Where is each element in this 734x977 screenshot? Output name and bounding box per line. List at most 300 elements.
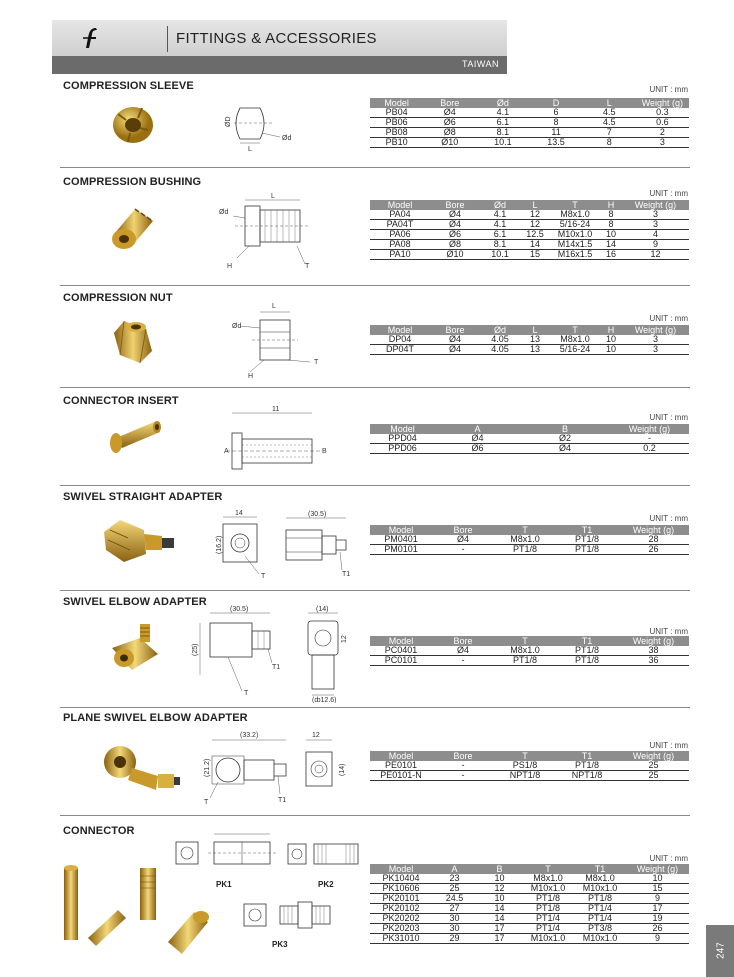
table-row	[370, 345, 689, 355]
spec-table-swivel-straight-adapter	[370, 525, 689, 555]
cell: 3	[622, 210, 689, 220]
cell: 8	[583, 138, 636, 148]
cell: 29	[432, 934, 477, 944]
connector-insert-drawing	[220, 403, 340, 473]
col-header: Weight (g)	[622, 325, 689, 335]
spec-table-compression-bushing	[370, 200, 689, 260]
cell: 9	[626, 894, 689, 904]
cell: PK20101	[370, 894, 432, 904]
cell: PK10404	[370, 874, 432, 884]
cell: DP04T	[370, 345, 430, 355]
banner-divider	[167, 26, 168, 52]
col-header: T	[494, 751, 556, 761]
section-divider	[60, 485, 690, 486]
table-row	[370, 771, 689, 781]
cell: 38	[618, 646, 689, 656]
cell: PT3/8	[574, 924, 626, 934]
cell: 4.1	[480, 220, 520, 230]
dim-label-25: (25)	[192, 643, 199, 656]
spec-table-compression-sleeve	[370, 98, 689, 148]
cell: DP04	[370, 335, 430, 345]
cell: PT1/8	[556, 761, 618, 771]
col-header: H	[600, 325, 622, 335]
cell: 15	[520, 250, 550, 260]
cell: 4.05	[480, 335, 520, 345]
table-header-row	[370, 424, 689, 434]
col-header: T	[550, 325, 600, 335]
cell: 4	[622, 230, 689, 240]
cell: -	[432, 545, 494, 555]
cell: PT1/4	[574, 904, 626, 914]
cell: M8x1.0	[550, 335, 600, 345]
cell: Ø6	[423, 118, 476, 128]
cell: 28	[618, 535, 689, 545]
dim-label-d: Ød	[282, 135, 292, 142]
table-row	[370, 138, 689, 148]
cell: 13	[520, 335, 550, 345]
plane-swivel-elbow-adapter-photo	[98, 738, 183, 793]
cell: 10	[477, 874, 522, 884]
dim-label-33-2: (33.2)	[240, 732, 259, 739]
table-header-row	[370, 98, 689, 108]
cell: -	[432, 656, 494, 666]
cell: 10	[600, 335, 622, 345]
cell: PM0101	[370, 545, 432, 555]
region-label: TAIWAN	[462, 59, 499, 69]
cell: 3	[622, 335, 689, 345]
cell: 8.1	[480, 240, 520, 250]
cell: PK10606	[370, 884, 432, 894]
col-header: D	[529, 98, 582, 108]
cell: 24.5	[432, 894, 477, 904]
col-header: T1	[574, 864, 626, 874]
cell: M14x1.5	[550, 240, 600, 250]
cell: 3	[622, 345, 689, 355]
spec-table-plane-swivel-elbow-adapter	[370, 751, 689, 781]
cell: PK20102	[370, 904, 432, 914]
col-header: Model	[370, 98, 423, 108]
swivel-elbow-adapter-photo	[104, 620, 174, 680]
cell: 16	[600, 250, 622, 260]
cell: 14	[600, 240, 622, 250]
spec-table-swivel-elbow-adapter	[370, 636, 689, 666]
col-header: A	[432, 864, 477, 874]
dim-label-16-2: (16.2)	[216, 535, 223, 554]
swivel-elbow-side-drawing	[298, 603, 358, 703]
cell: Ø6	[435, 444, 520, 454]
col-header: Bore	[432, 636, 494, 646]
cell: Ø4	[430, 210, 480, 220]
table-row	[370, 904, 689, 914]
cell: M10x1.0	[550, 230, 600, 240]
swivel-straight-side-drawing	[280, 508, 360, 583]
cell: PT1/8	[494, 656, 556, 666]
cell: 14	[477, 904, 522, 914]
col-header: T	[494, 525, 556, 535]
cell: 10	[626, 874, 689, 884]
col-header: Weight (g)	[618, 636, 689, 646]
table-row	[370, 894, 689, 904]
section-title-connector-insert: CONNECTOR INSERT	[63, 395, 179, 407]
cell: PT1/8	[522, 904, 574, 914]
dim-label-12: 12	[341, 635, 348, 643]
dim-label-L: L	[272, 303, 276, 310]
cell: 6	[529, 108, 582, 118]
cell: PB10	[370, 138, 423, 148]
table-row	[370, 128, 689, 138]
col-header: T	[494, 636, 556, 646]
cell: 0.6	[636, 118, 689, 128]
cell: 4.1	[480, 210, 520, 220]
dim-label-H: H	[227, 263, 233, 270]
cell: Ø4	[430, 335, 480, 345]
table-row	[370, 220, 689, 230]
cell: PC0101	[370, 656, 432, 666]
cell: M8x1.0	[494, 646, 556, 656]
cell: PB08	[370, 128, 423, 138]
col-header: Weight (g)	[636, 98, 689, 108]
col-header: L	[583, 98, 636, 108]
unit-label-2: UNIT : mm	[649, 189, 688, 198]
dim-label-H: H	[248, 373, 254, 380]
section-title-swivel-elbow-adapter: SWIVEL ELBOW ADAPTER	[63, 596, 207, 608]
cell: PE0101	[370, 761, 432, 771]
cell: 12	[477, 884, 522, 894]
cell: 11	[529, 128, 582, 138]
col-header: L	[520, 325, 550, 335]
col-header: Ød	[480, 325, 520, 335]
table-row	[370, 434, 689, 444]
dim-label-D: ØD	[225, 116, 232, 127]
dim-label-d: Ød	[219, 209, 229, 216]
cell: 26	[626, 924, 689, 934]
cell: 27	[432, 904, 477, 914]
cell: PC0401	[370, 646, 432, 656]
section-divider	[60, 387, 690, 388]
cell: PT1/8	[522, 894, 574, 904]
plane-swivel-elbow-front-drawing	[198, 728, 298, 808]
table-row	[370, 545, 689, 555]
unit-label-4: UNIT : mm	[649, 413, 688, 422]
cell: 17	[477, 924, 522, 934]
cell: 5/16-24	[550, 220, 600, 230]
dim-label-14: (14)	[339, 763, 346, 776]
table-row	[370, 250, 689, 260]
col-header: Model	[370, 525, 432, 535]
table-row	[370, 240, 689, 250]
header-banner	[52, 20, 507, 57]
spec-table-compression-nut	[370, 325, 689, 355]
cell: 14	[477, 914, 522, 924]
section-title-compression-nut: COMPRESSION NUT	[63, 292, 173, 304]
compression-nut-photo	[108, 315, 158, 370]
section-divider	[60, 285, 690, 286]
col-header: Weight (g)	[610, 424, 689, 434]
swivel-straight-front-drawing	[205, 508, 275, 583]
col-header: Bore	[432, 751, 494, 761]
cell: PPD04	[370, 434, 435, 444]
col-header: Model	[370, 751, 432, 761]
cell: PT1/8	[556, 545, 618, 555]
table-row	[370, 914, 689, 924]
cell: M8x1.0	[574, 874, 626, 884]
dim-label-B: B	[322, 448, 327, 455]
cell: 4.5	[583, 118, 636, 128]
cell: PT1/8	[556, 646, 618, 656]
dim-label-T: T	[314, 359, 319, 366]
col-header: L	[520, 200, 550, 210]
cell: 26	[618, 545, 689, 555]
cell: 4.5	[583, 108, 636, 118]
unit-label-1: UNIT : mm	[649, 85, 688, 94]
cell: PPD06	[370, 444, 435, 454]
dim-label-11: 11	[272, 406, 280, 413]
dim-label-21-2: (21.2)	[204, 758, 211, 777]
table-row	[370, 924, 689, 934]
connector-pk1-label: PK1	[216, 880, 232, 889]
cell: 19	[626, 914, 689, 924]
col-header: Ød	[480, 200, 520, 210]
cell: Ø8	[430, 240, 480, 250]
cell: 13	[520, 345, 550, 355]
unit-label-8: UNIT : mm	[649, 854, 688, 863]
unit-label-6: UNIT : mm	[649, 627, 688, 636]
cell: Ø10	[423, 138, 476, 148]
cell: 14	[520, 240, 550, 250]
unit-label-3: UNIT : mm	[649, 314, 688, 323]
cell: Ø4	[432, 646, 494, 656]
col-header: T1	[556, 751, 618, 761]
col-header: T	[550, 200, 600, 210]
connector-pk3-label: PK3	[272, 940, 288, 949]
cell: -	[432, 761, 494, 771]
cell: 10	[477, 894, 522, 904]
cell: M10x1.0	[522, 934, 574, 944]
cell: 5/16-24	[550, 345, 600, 355]
col-header: T1	[556, 525, 618, 535]
col-header: T1	[556, 636, 618, 646]
dim-label-T1: T1	[342, 571, 351, 578]
col-header: Model	[370, 636, 432, 646]
cell: 9	[626, 934, 689, 944]
dim-label-12-6: (ȸ12.6)	[312, 697, 337, 703]
section-divider	[60, 590, 690, 591]
table-row	[370, 108, 689, 118]
cell: Ø4	[430, 345, 480, 355]
swivel-straight-adapter-photo	[100, 510, 180, 565]
cell: M10x1.0	[574, 884, 626, 894]
spec-table-connector	[370, 864, 689, 944]
cell: PT1/8	[556, 656, 618, 666]
cell: 4.05	[480, 345, 520, 355]
cell: PT1/8	[556, 535, 618, 545]
cell: 8	[600, 220, 622, 230]
cell: 6.1	[480, 230, 520, 240]
cell: 0.3	[636, 108, 689, 118]
dim-label-T: T	[305, 263, 310, 270]
cell: 25	[432, 884, 477, 894]
cell: PS1/8	[494, 761, 556, 771]
cell: NPT1/8	[494, 771, 556, 781]
cell: PA04	[370, 210, 430, 220]
cell: PK20202	[370, 914, 432, 924]
connector-pk3-drawing	[236, 890, 346, 940]
col-header: A	[435, 424, 520, 434]
col-header: Model	[370, 424, 435, 434]
cell: Ø4	[435, 434, 520, 444]
cell: 2	[636, 128, 689, 138]
col-header: Weight (g)	[626, 864, 689, 874]
cell: PA10	[370, 250, 430, 260]
connector-pk2-drawing	[284, 830, 364, 875]
dim-label-T: T	[261, 573, 266, 580]
dim-label-30-5: (30.5)	[308, 511, 327, 518]
cell: Ø2	[520, 434, 610, 444]
dim-label-14: 14	[235, 510, 243, 517]
cell: PB04	[370, 108, 423, 118]
swivel-elbow-front-drawing	[188, 603, 288, 698]
cell: M8x1.0	[522, 874, 574, 884]
cell: 36	[618, 656, 689, 666]
cell: 12	[520, 220, 550, 230]
section-title-plane-swivel-elbow-adapter: PLANE SWIVEL ELBOW ADAPTER	[63, 712, 248, 724]
cell: Ø4	[432, 535, 494, 545]
table-row	[370, 656, 689, 666]
page-number-tab	[706, 925, 734, 977]
dim-label-L: L	[248, 146, 252, 153]
cell: PT1/4	[522, 914, 574, 924]
connector-pk1-drawing	[168, 828, 278, 878]
dim-label-A: A	[224, 448, 229, 455]
cell: M10x1.0	[574, 934, 626, 944]
cell: 8.1	[476, 128, 529, 138]
page-number: 247	[715, 942, 727, 959]
cell: 13.5	[529, 138, 582, 148]
cell: 8	[529, 118, 582, 128]
cell: 12	[622, 250, 689, 260]
cell: PA08	[370, 240, 430, 250]
dim-label-L: L	[271, 193, 275, 200]
region-band	[52, 56, 507, 74]
col-header: B	[477, 864, 522, 874]
cell: PT1/4	[574, 914, 626, 924]
cell: PE0101-N	[370, 771, 432, 781]
col-header: Weight (g)	[622, 200, 689, 210]
cell: Ø6	[430, 230, 480, 240]
unit-label-5: UNIT : mm	[649, 514, 688, 523]
cell: Ø4	[423, 108, 476, 118]
compression-bushing-drawing	[215, 188, 325, 273]
cell: 25	[618, 771, 689, 781]
table-row	[370, 444, 689, 454]
cell: Ø4	[430, 220, 480, 230]
cell: 7	[583, 128, 636, 138]
spec-table-connector-insert	[370, 424, 689, 454]
col-header: Ød	[476, 98, 529, 108]
compression-sleeve-drawing	[218, 103, 308, 153]
section-title-compression-sleeve: COMPRESSION SLEEVE	[63, 80, 194, 92]
cell: Ø10	[430, 250, 480, 260]
col-header: Model	[370, 200, 430, 210]
cell: 15	[626, 884, 689, 894]
cell: 17	[626, 904, 689, 914]
cell: 10.1	[476, 138, 529, 148]
col-header: T	[522, 864, 574, 874]
col-header: Bore	[430, 325, 480, 335]
cell: PA06	[370, 230, 430, 240]
table-row	[370, 934, 689, 944]
cell: 3	[636, 138, 689, 148]
dim-label-T1: T1	[278, 797, 287, 804]
compression-sleeve-photo	[108, 100, 158, 150]
cell: Ø8	[423, 128, 476, 138]
cell: -	[432, 771, 494, 781]
dim-label-T: T	[244, 690, 249, 697]
cell: NPT1/8	[556, 771, 618, 781]
section-divider	[60, 167, 690, 168]
cell: M8x1.0	[550, 210, 600, 220]
cell: 10	[600, 345, 622, 355]
cell: 30	[432, 924, 477, 934]
cell: 9	[622, 240, 689, 250]
plane-swivel-elbow-side-drawing	[298, 728, 348, 798]
col-header: Model	[370, 325, 430, 335]
cell: Ø4	[520, 444, 610, 454]
col-header: Model	[370, 864, 432, 874]
col-header: Weight (g)	[618, 751, 689, 761]
cell: PB06	[370, 118, 423, 128]
cell: PA04T	[370, 220, 430, 230]
col-header: Bore	[432, 525, 494, 535]
cell: PT1/4	[522, 924, 574, 934]
cell: PK20203	[370, 924, 432, 934]
dim-label-T1: T1	[272, 664, 281, 671]
dim-label-d: Ød	[232, 323, 242, 330]
col-header: H	[600, 200, 622, 210]
dim-label-T: T	[204, 799, 209, 806]
cell: 4.1	[476, 108, 529, 118]
cell: PT1/8	[494, 545, 556, 555]
cell: 12	[520, 210, 550, 220]
section-divider	[60, 707, 690, 708]
col-header: B	[520, 424, 610, 434]
cell: M10x1.0	[522, 884, 574, 894]
cell: 3	[622, 220, 689, 230]
section-title-connector: CONNECTOR	[63, 825, 135, 837]
cell: 12.5	[520, 230, 550, 240]
cell: 10	[600, 230, 622, 240]
unit-label-7: UNIT : mm	[649, 741, 688, 750]
cell: 17	[477, 934, 522, 944]
compression-nut-drawing	[222, 300, 332, 380]
dim-label-14: (14)	[316, 606, 329, 613]
col-header: Bore	[423, 98, 476, 108]
cell: M16x1.5	[550, 250, 600, 260]
cell: PK31010	[370, 934, 432, 944]
connector-pk2-label: PK2	[318, 880, 334, 889]
dim-label-12: 12	[312, 732, 320, 739]
section-title-swivel-straight-adapter: SWIVEL STRAIGHT ADAPTER	[63, 491, 223, 503]
cell: -	[610, 434, 689, 444]
table-row	[370, 230, 689, 240]
cell: M8x1.0	[494, 535, 556, 545]
cell: 30	[432, 914, 477, 924]
page-title: FITTINGS & ACCESSORIES	[176, 30, 377, 47]
compression-bushing-photo	[105, 203, 165, 258]
cell: 10.1	[480, 250, 520, 260]
cell: 8	[600, 210, 622, 220]
connector-insert-photo	[102, 410, 172, 460]
